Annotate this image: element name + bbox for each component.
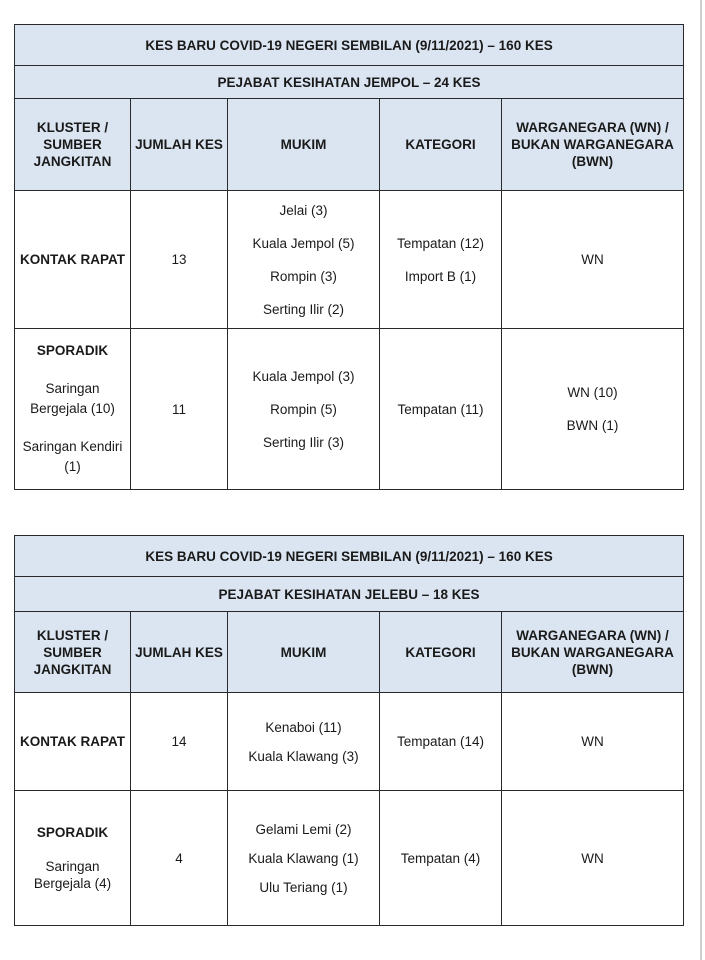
mukim-cell [228, 791, 380, 926]
page-edge [700, 0, 702, 960]
cluster-cell [15, 191, 131, 329]
wn-item: BWN (1) [566, 418, 619, 433]
wn-cell [502, 791, 684, 926]
table-row [15, 791, 684, 926]
table-row [15, 693, 684, 791]
cluster-sub-item: Saringan Kendiri (1) [22, 439, 123, 474]
wn-item: WN [581, 734, 604, 749]
kategori-item: Tempatan (11) [397, 401, 484, 417]
table-title: KES BARU COVID-19 NEGERI SEMBILAN (9/11/2021) – 160 KES [15, 536, 684, 577]
cluster-name: KONTAK RAPAT [20, 734, 125, 749]
mukim-item: Serting Ilir (2) [262, 301, 345, 317]
mukim-item: Gelami Lemi (2) [255, 821, 352, 837]
kategori-item: Tempatan (14) [396, 734, 485, 749]
cluster-cell [15, 791, 131, 926]
cluster-name: SPORADIK [36, 825, 109, 840]
kategori-item: Tempatan (12) [396, 235, 485, 251]
cluster-sub-item: Saringan Bergejala (4) [33, 859, 112, 891]
cluster-cell [15, 329, 131, 490]
header-jumlah: JUMLAH KES [131, 99, 228, 191]
jumlah-cell: 11 [131, 329, 228, 490]
mukim-item: Kuala Jempol (3) [252, 368, 355, 384]
wn-cell [502, 693, 684, 791]
mukim-item: Jelai (3) [279, 202, 328, 218]
mukim-item: Ulu Teriang (1) [259, 879, 348, 895]
header-jumlah: JUMLAH KES [131, 612, 228, 693]
header-kategori: KATEGORI [380, 99, 502, 191]
mukim-item: Kuala Klawang (3) [248, 748, 359, 764]
mukim-cell [228, 329, 380, 490]
wn-cell [502, 329, 684, 490]
mukim-item: Rompin (3) [270, 268, 337, 284]
wn-item: WN (10) [567, 385, 618, 400]
kategori-cell [380, 693, 502, 791]
table-title: KES BARU COVID-19 NEGERI SEMBILAN (9/11/2021) – 160 KES [15, 25, 684, 66]
header-mukim: MUKIM [228, 99, 380, 191]
mukim-item: Rompin (5) [270, 401, 337, 417]
jumlah-cell: 4 [131, 791, 228, 926]
office-title: PEJABAT KESIHATAN JELEBU – 18 KES [15, 577, 684, 612]
jelebu-table [14, 535, 684, 926]
header-mukim: MUKIM [228, 612, 380, 693]
kategori-cell [380, 329, 502, 490]
kategori-cell [380, 791, 502, 926]
office-title: PEJABAT KESIHATAN JEMPOL – 24 KES [15, 66, 684, 99]
header-kategori: KATEGORI [380, 612, 502, 693]
kategori-item: Import B (1) [404, 268, 477, 284]
header-wn: WARGANEGARA (WN) / BUKAN WARGANEGARA (BWN) [502, 99, 684, 191]
wn-item: WN [581, 252, 604, 267]
jumlah-cell: 13 [131, 191, 228, 329]
header-wn: WARGANEGARA (WN) / BUKAN WARGANEGARA (BWN) [502, 612, 684, 693]
kategori-cell [380, 191, 502, 329]
wn-item: WN [581, 850, 604, 866]
cluster-name: SPORADIK [36, 343, 109, 358]
jumlah-cell: 14 [131, 693, 228, 791]
table-row [15, 191, 684, 329]
mukim-item: Kuala Klawang (1) [248, 850, 359, 866]
mukim-cell [228, 693, 380, 791]
header-cluster: KLUSTER / SUMBER JANGKITAN [15, 612, 131, 693]
mukim-item: Serting Ilir (3) [262, 434, 345, 450]
table-row [15, 329, 684, 490]
jempol-table [14, 24, 684, 490]
mukim-cell [228, 191, 380, 329]
cluster-name: KONTAK RAPAT [20, 252, 125, 267]
kategori-item: Tempatan (4) [400, 850, 481, 866]
mukim-item: Kenaboi (11) [265, 719, 342, 735]
wn-cell [502, 191, 684, 329]
mukim-item: Kuala Jempol (5) [252, 235, 355, 251]
cluster-cell [15, 693, 131, 791]
header-cluster: KLUSTER / SUMBER JANGKITAN [15, 99, 131, 191]
cluster-sub-item: Saringan Bergejala (10) [30, 381, 115, 416]
